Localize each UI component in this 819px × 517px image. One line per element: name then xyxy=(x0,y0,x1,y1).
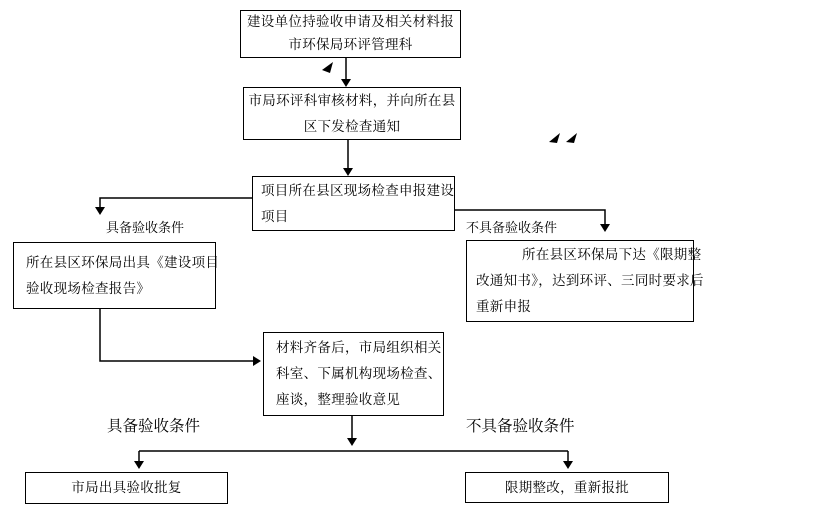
box-city-eia-review xyxy=(243,87,461,140)
box-text-line: 科室、下属机构现场检查、 xyxy=(276,366,442,382)
box-text-line: 改通知书》，达到环评、三同时要求后 xyxy=(476,273,704,289)
label-qualified-bottom: 具备验收条件 xyxy=(107,417,201,435)
label-unqualified-bottom: 不具备验收条件 xyxy=(466,417,575,435)
label-qualified-top: 具备验收条件 xyxy=(106,221,185,236)
connector-b3-left xyxy=(100,198,252,208)
box-city-organize-inspection xyxy=(263,332,444,416)
box-text-line: 重新申报 xyxy=(476,299,532,315)
box-text-line: 所在县区环保局出具《建设项目 xyxy=(26,254,220,271)
arrowhead-down-icon xyxy=(95,207,105,215)
box-county-issue-inspection-report xyxy=(13,242,220,309)
box-text-line: 市局出具验收批复 xyxy=(71,480,182,496)
arrowhead-down-icon xyxy=(600,224,610,232)
box-text-line: 材料齐备后，市局组织相关 xyxy=(276,340,442,356)
box-county-site-inspection-request xyxy=(252,176,455,231)
stray-arrowhead-icon xyxy=(549,133,560,143)
box-rectify-and-resubmit xyxy=(465,472,669,503)
box-text-line: 市局环评科审核材料，并向所在县 xyxy=(248,92,456,109)
arrowhead-right-icon xyxy=(253,356,261,366)
box-text-line: 市环保局环评管理科 xyxy=(288,37,413,53)
stray-arrowhead-icon xyxy=(322,62,333,73)
box-text-line: 座谈，整理验收意见 xyxy=(276,392,401,408)
arrowhead-down-icon xyxy=(134,461,144,469)
connector-b4-b6 xyxy=(100,309,253,361)
arrowhead-down-icon xyxy=(341,79,351,87)
arrowhead-down-icon xyxy=(563,461,573,469)
box-applicant-submit xyxy=(240,10,461,58)
stray-arrowhead-icon xyxy=(566,133,577,143)
box-county-rectification-notice xyxy=(466,240,704,322)
box-text-line: 项目 xyxy=(261,208,289,225)
box-text-line: 项目所在县区现场检查申报建设 xyxy=(261,182,455,199)
arrowhead-down-icon xyxy=(347,438,357,446)
box-text-line: 建设单位持验收申请及相关材料报 xyxy=(247,14,454,30)
box-text-line: 验收现场检查报告》 xyxy=(26,280,151,297)
box-city-issue-approval xyxy=(25,472,228,504)
box-text-line: 区下发检查通知 xyxy=(303,118,401,135)
label-unqualified-top: 不具备验收条件 xyxy=(466,221,558,236)
box-text-line: 限期整改，重新报批 xyxy=(504,479,630,496)
box-text-line: 所在县区环保局下达《限期整 xyxy=(522,247,702,263)
arrowhead-down-icon xyxy=(343,168,353,176)
